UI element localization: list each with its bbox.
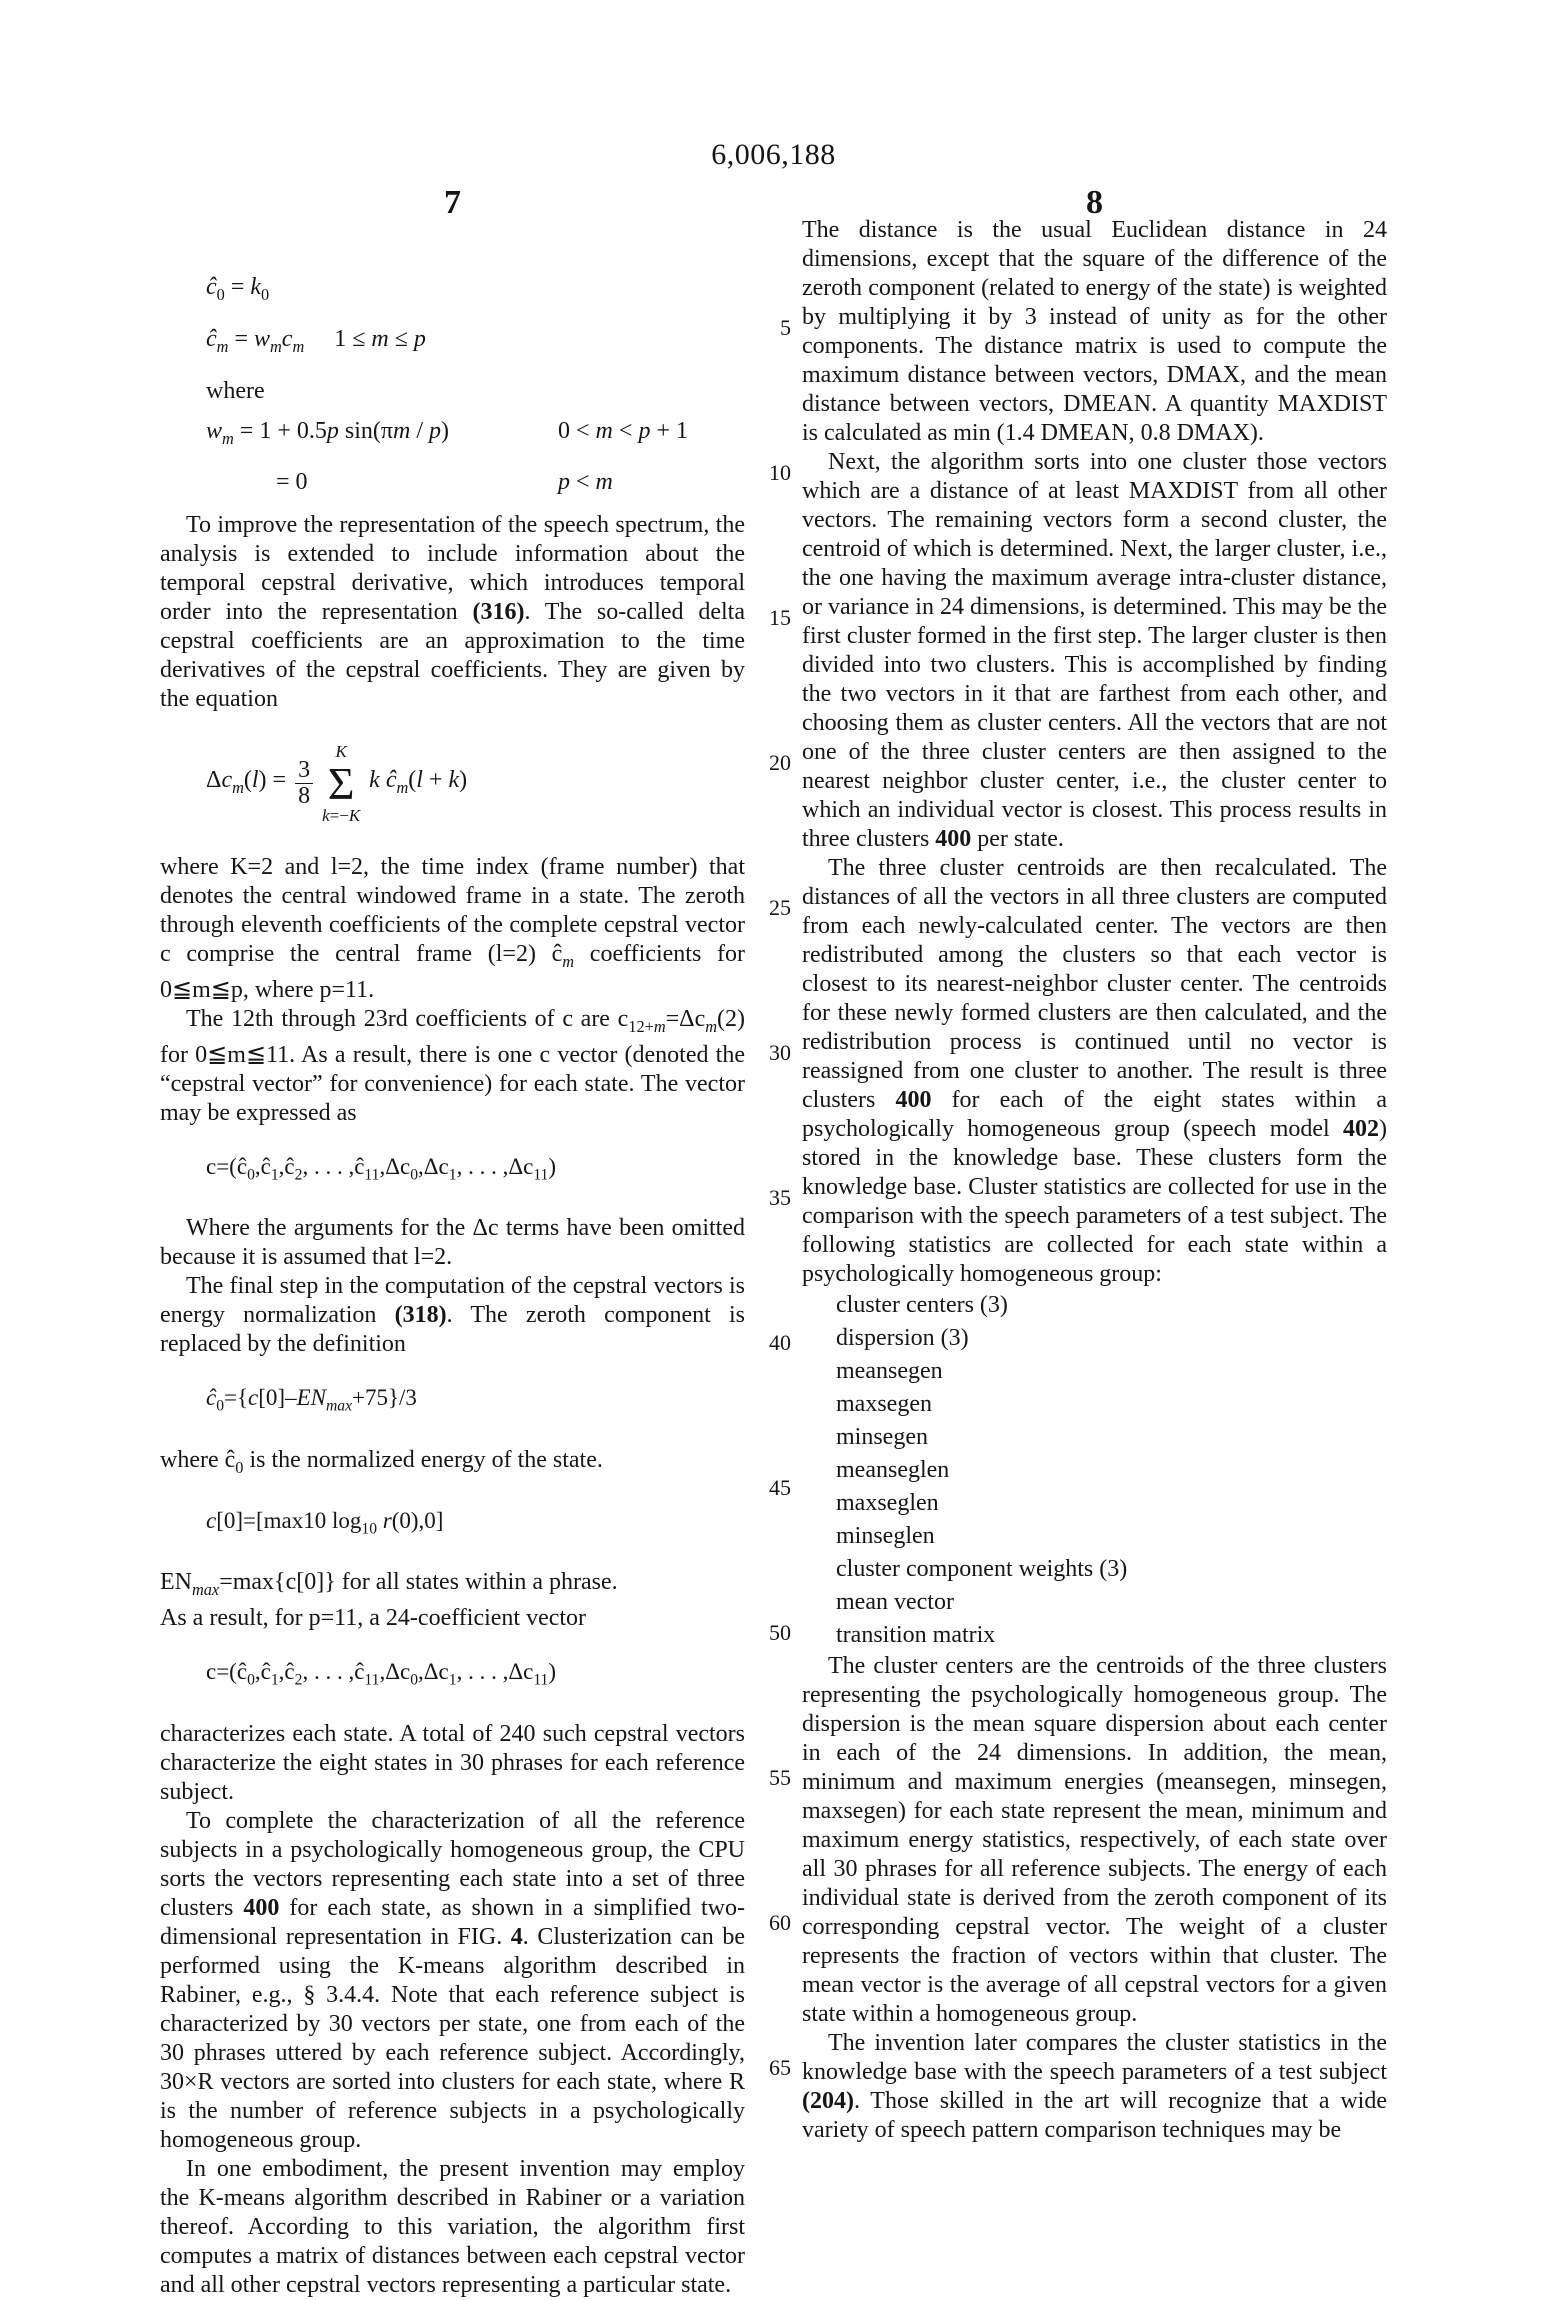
line-number: 30 bbox=[769, 1040, 791, 1065]
line-number: 15 bbox=[769, 605, 791, 630]
line-number: 40 bbox=[769, 1330, 791, 1355]
equation-normalized-c0: $ĉ_0=\{c[0]-EN_{max}+75\}/3$ bbox=[206, 1385, 417, 1415]
equation-prefix: $\Delta c_m(l)$ = bbox=[206, 766, 287, 797]
column-page-number-left: 7 bbox=[444, 184, 461, 221]
line-number: 10 bbox=[769, 460, 791, 485]
paragraph-next-algorithm: Next, the algorithm sorts into one cluster those vectors which are a distance of at least MAXDIST from all other vectors. The remaining vectors form a second cluster, the centroid of which is determined. Next, the larger cluster, i.e., the one having the maximum average intra-cluster distance, or variance in 24 dimensions, is determined. This may be the first cluster formed in the first step. The larger cluster is then divided into two clusters. This is accomplished by finding the two vectors in it that are farthest from each other, and choosing them as cluster centers. All the vectors that are not one of the three cluster centers are then assigned to the nearest neighbor cluster center, i.e., the cluster center to which an individual vector is closest. This process results in three clusters 400 per state. bbox=[802, 449, 1387, 852]
statistic-item: transition matrix bbox=[836, 1622, 996, 1648]
statistic-item: dispersion (3) bbox=[836, 1325, 969, 1351]
equation-row bbox=[206, 376, 745, 406]
patent-number: 6,006,188 bbox=[711, 138, 836, 171]
paragraph-three-centroids: The three cluster centroids are then recalculated. The distances of all the vectors in all three clusters are computed from each newly-calculated center. The vectors are then redistributed among the clusters so that each vector is closest to its nearest-neighbor cluster center. The centroids for these newly formed clusters are then calculated, and the redistribution process is continued until no vector is reassigned from one cluster to another. The result is three clusters 400 for each of the eight states within a psychologically homogeneous group (speech model 402) stored in the knowledge base. These clusters form the knowledge base. Cluster statistics are collected for use in the comparison with the speech parameters of a test subject. The following statistics are collected for each state within a psychologically homogeneous group: bbox=[802, 855, 1387, 1287]
equation-row bbox=[206, 467, 745, 497]
line-as-result: As a result, for p=11, a 24-coefficient vector bbox=[160, 1605, 587, 1632]
equation-cepstral-vector-2: $c=(ĉ_0,ĉ_1,ĉ_2$, . . . $,ĉ_{11},\Delta c_0,\Delta c_1$, . . . $,\Delta c_{11}$) bbox=[206, 1659, 557, 1689]
line-number: 55 bbox=[769, 1765, 791, 1790]
line-number: 5 bbox=[780, 315, 791, 340]
line-number: 60 bbox=[769, 1910, 791, 1935]
statistic-item: cluster centers (3) bbox=[836, 1292, 1008, 1318]
equation-lhs: = 0 bbox=[276, 469, 308, 496]
line-number: 45 bbox=[769, 1475, 791, 1500]
paragraph-12th-coefficients: The 12th through 23rd coefficients of c are $c_{12+m}=\Delta c_m(2)$ for 0≦m≦11. As a result, there is one c vector (denoted the “cepstral vector” for convenience) for each state. The vector may be expressed as bbox=[160, 1005, 745, 1126]
paragraph-characterizes: characterizes each state. A total of 240 such cepstral vectors characterize the eight states in 30 phrases for each reference subject. bbox=[160, 1720, 745, 1805]
line-enmax: $EN_{max}=\max\{c[0]\}$ for all states within a phrase. bbox=[160, 1569, 618, 1600]
right-column bbox=[802, 216, 1387, 2145]
equation-lhs: $ĉ_m = w_mc_m$ bbox=[206, 325, 305, 356]
fraction-numerator: 3 bbox=[298, 757, 311, 784]
paragraph-where-c0: where $ĉ_0$ is the normalized energy of the state. bbox=[160, 1446, 603, 1477]
summation-symbol bbox=[322, 742, 360, 825]
paragraph-cluster-centers: The cluster centers are the centroids of the three clusters representing the psychologically homogeneous group. The dispersion is the mean square dispersion about each center in each of the 24 dimensions. In addition, the mean, minimum and maximum energies (meansegen, minsegen, maxsegen) for each state represent the mean, minimum and maximum energy statistics, respectively, of each state over all 30 phrases for all reference subjects. The energy of each individual state is derived from the zeroth component of its corresponding cepstral vector. The weight of a cluster represents the fraction of vectors within that cluster. The mean vector is the average of all cepstral vectors for a given state within a homogeneous group. bbox=[802, 1653, 1387, 2027]
column-page-number-right: 8 bbox=[1086, 184, 1103, 221]
equation-weighting-block bbox=[206, 272, 745, 497]
paragraph-in-one-embodiment: In one embodiment, the present invention may employ the K-means algorithm described in Rabiner or a variation thereof. According to this variation, the algorithm first computes a matrix of distances between each cepstral vector and all other cepstral vectors representing a particular state. bbox=[160, 2155, 745, 2298]
fraction-denominator: 8 bbox=[295, 783, 313, 809]
line-number: 25 bbox=[769, 895, 791, 920]
equation-lhs: $ĉ_0 = k_0$ bbox=[206, 274, 270, 304]
equation-lhs: $w_m = 1 + 0.5p$ sin(πm / p) bbox=[206, 417, 450, 448]
equation-c-zero-bracket: c[0]=[max10 $\log_{10} r(0),0$] bbox=[206, 1507, 444, 1538]
summation-upper-limit: K bbox=[335, 742, 347, 762]
statistic-item: maxsegen bbox=[836, 1391, 932, 1417]
equation-row bbox=[206, 272, 745, 310]
paragraph-to-complete: To complete the characterization of all the reference subjects in a psychologically homogeneous group, the CPU sorts the vectors representing each state into a set of three clusters 400 for each state, as shown in a simplified two-dimensional representation in FIG. 4. Clusterization can be performed using the K-means algorithm described in Rabiner, e.g., § 3.4.4. Note that each reference subject is characterized by 30 vectors per state, one from each of the 30 phrases uttered by each reference subject. Accordingly, 30×R vectors are sorted into clusters for each state, where R is the number of reference subjects in a psychologically homogeneous group. bbox=[160, 1807, 746, 2153]
sigma-glyph: Σ bbox=[327, 757, 355, 809]
paragraph-where-arguments: Where the arguments for the Δc terms have been omitted because it is assumed that l=2. bbox=[160, 1215, 745, 1271]
equation-suffix: k $ĉ_m(l + k)$ bbox=[369, 766, 468, 797]
left-column bbox=[160, 216, 745, 2300]
paragraph-final-step: The final step in the computation of the cepstral vectors is energy normalization (318). The zeroth component is replaced by the definition bbox=[160, 1273, 745, 1358]
statistic-item: mean vector bbox=[836, 1589, 954, 1615]
statistic-item: maxseglen bbox=[836, 1490, 939, 1516]
statistic-item: minseglen bbox=[836, 1523, 935, 1549]
statistic-item: minsegen bbox=[836, 1424, 928, 1450]
equation-cepstral-vector-1: $c=(ĉ_0,ĉ_1,ĉ_2$, . . . $,ĉ_{11},\Delta c_0,\Delta c_1$, . . . $,\Delta c_{11}$) bbox=[206, 1153, 557, 1184]
line-number: 20 bbox=[769, 750, 791, 775]
line-number: 65 bbox=[769, 2055, 791, 2080]
line-number: 35 bbox=[769, 1185, 791, 1210]
equation-row bbox=[206, 324, 745, 362]
paragraph-to-improve: To improve the representation of the speech spectrum, the analysis is extended to include information about the temporal cepstral derivative, which introduces temporal order into the representation (316). The so-called delta cepstral coefficients are an approximation to the time derivatives of the cepstral coefficients. They are given by the equation bbox=[160, 512, 745, 713]
equation-condition: p < m bbox=[558, 469, 613, 496]
statistic-item: meanseglen bbox=[836, 1457, 950, 1483]
equation-where-label: where bbox=[206, 377, 265, 404]
paragraph-distance: The distance is the usual Euclidean distance in 24 dimensions, except that the square of the difference of the zeroth component (related to energy of the state) is weighted by multiplying it by 3 instead of unity as for the other components. The distance matrix is used to compute the maximum distance between vectors, DMAX, and the mean distance between vectors, DMEAN. A quantity MAXDIST is calculated as min (1.4 DMEAN, 0.8 DMAX). bbox=[802, 217, 1387, 446]
paragraph-invention-compares: The invention later compares the cluster statistics in the knowledge base with the speech parameters of a test subject (204). Those skilled in the art will recognize that a wide variety of speech pattern comparison techniques may be bbox=[802, 2030, 1387, 2143]
statistic-item: meansegen bbox=[836, 1358, 943, 1384]
statistic-item: cluster component weights (3) bbox=[836, 1556, 1128, 1582]
fraction-three-eighths bbox=[295, 758, 313, 809]
statistics-list bbox=[836, 1289, 1387, 1652]
equation-delta-cepstral bbox=[206, 742, 745, 825]
summation-lower-limit: k=−K bbox=[322, 805, 361, 825]
equation-condition: 0 < m < p + 1 bbox=[558, 417, 688, 444]
equation-condition: 1 ≤ m ≤ p bbox=[334, 325, 426, 352]
equation-row bbox=[206, 416, 745, 454]
paragraph-where-k: where K=2 and l=2, the time index (frame number) that denotes the central windowed frame in a state. The zeroth through eleventh coefficients of the complete cepstral vector c comprise the central frame (l=2) $ĉ_m$ coefficients for 0≦m≦p, where p=11. bbox=[160, 854, 745, 1003]
line-number: 50 bbox=[769, 1620, 791, 1645]
